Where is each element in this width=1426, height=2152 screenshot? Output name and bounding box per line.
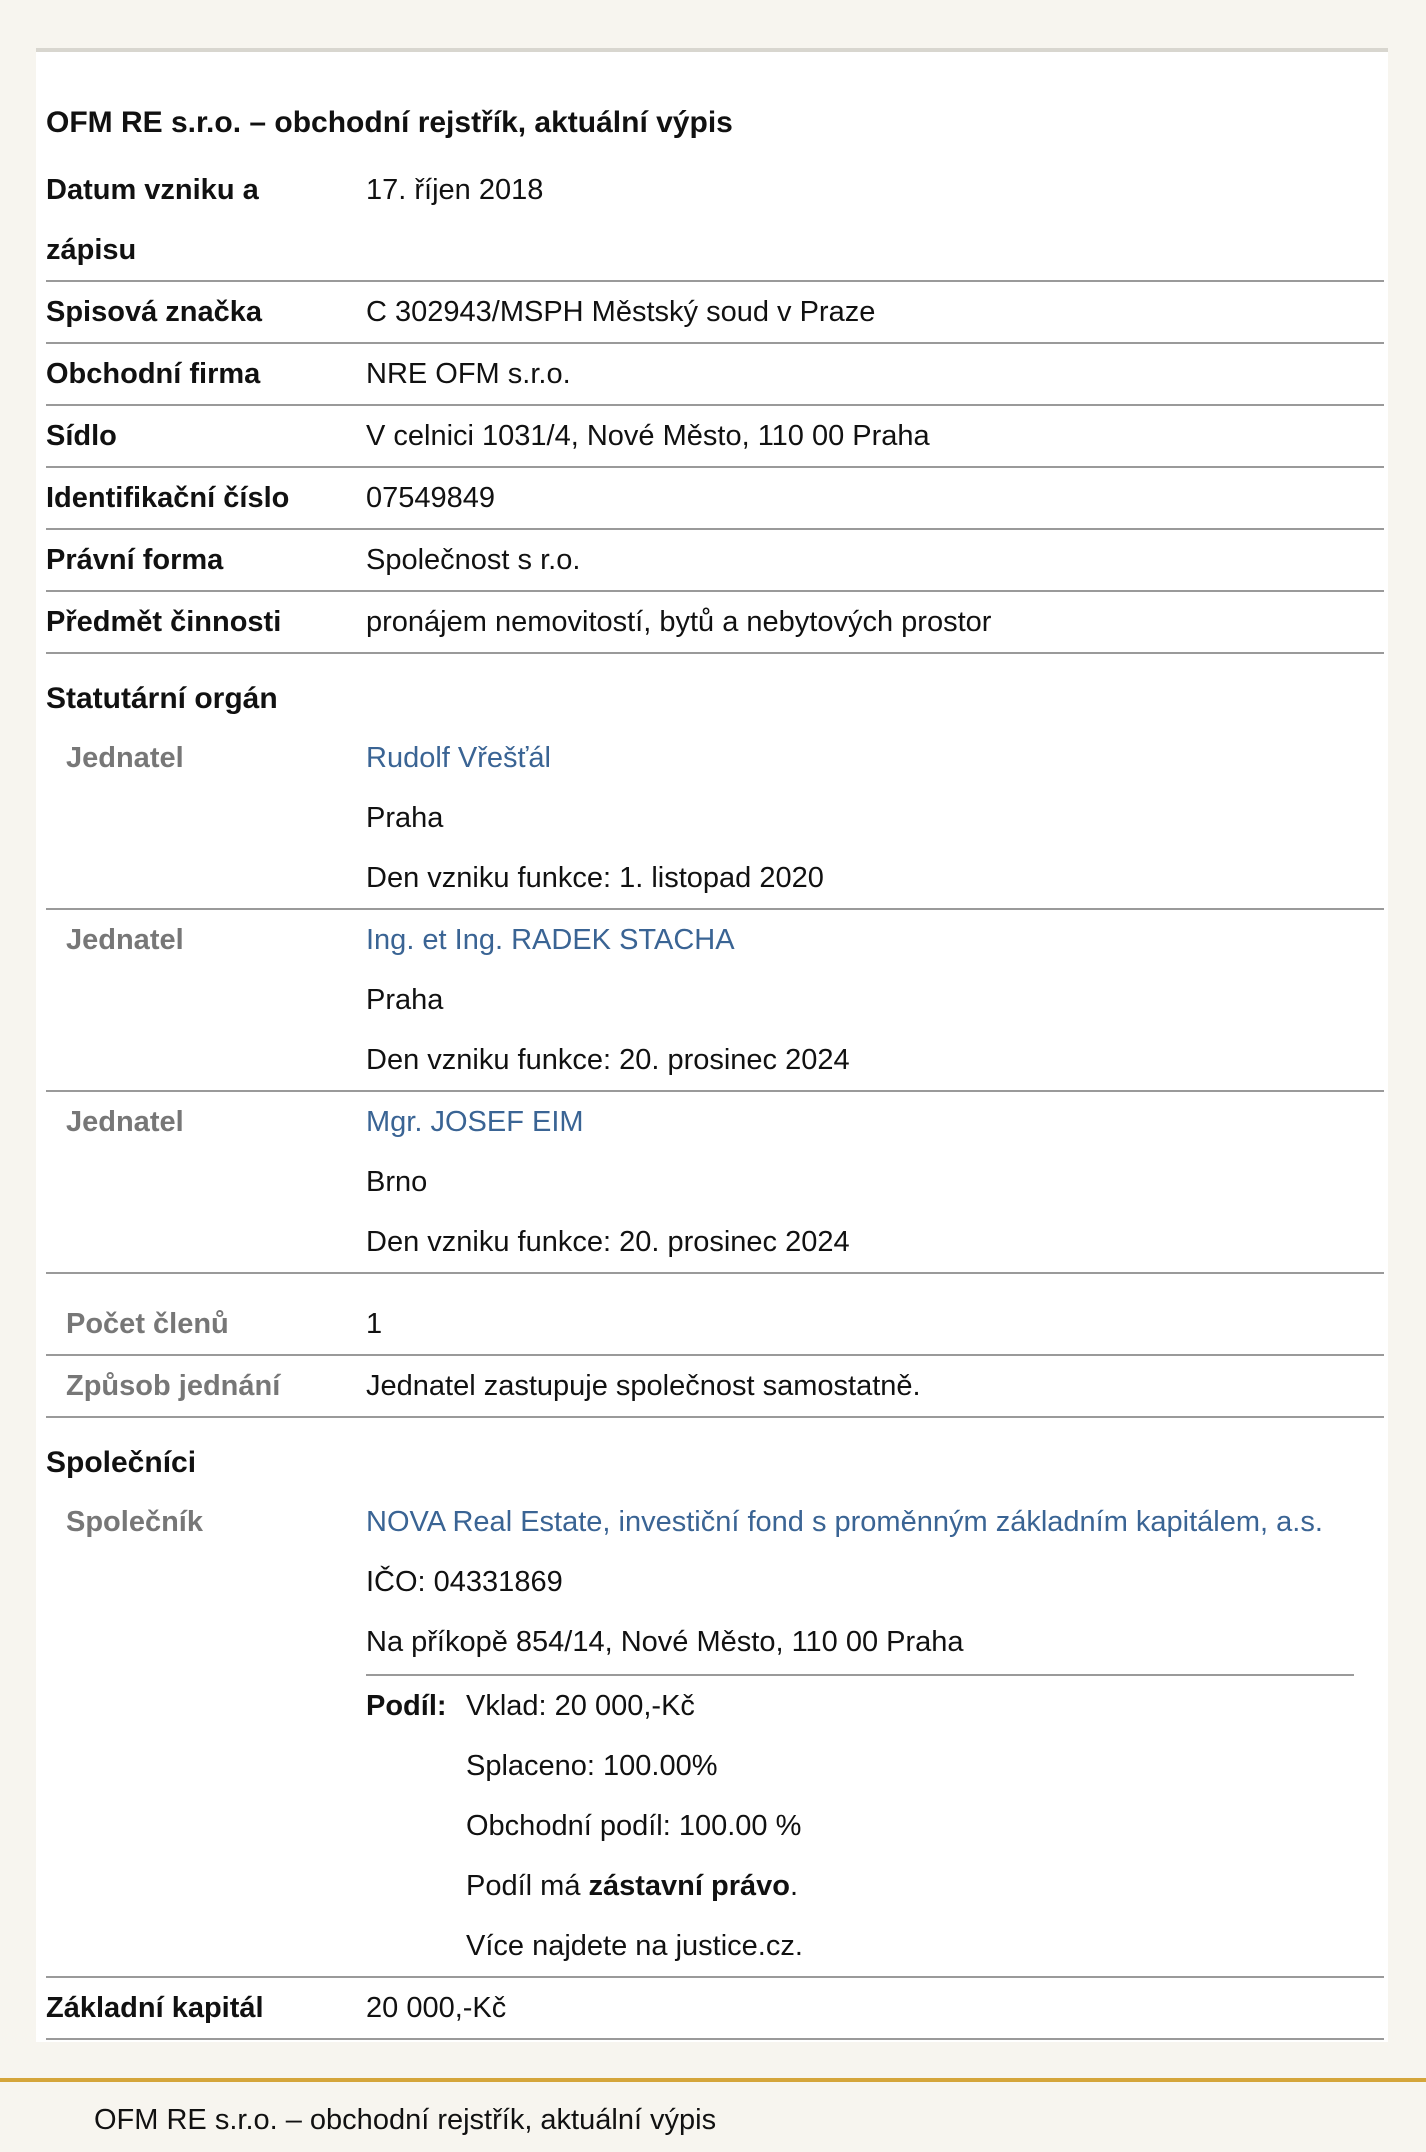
spacer <box>46 1274 1384 1294</box>
row-label: Obchodní firma <box>46 358 261 390</box>
member-details <box>366 910 1384 1090</box>
row-predmet-cinnosti <box>46 592 1384 654</box>
share-label: Podíl: <box>366 1690 447 1722</box>
row-pravni-forma <box>46 530 1384 592</box>
statutory-member <box>46 1092 1384 1274</box>
member-name-link[interactable]: Mgr. JOSEF EIM <box>366 1106 584 1138</box>
member-since: Den vzniku funkce: 1. listopad 2020 <box>366 862 824 894</box>
member-role: Jednatel <box>66 1106 184 1138</box>
section-heading-statutory: Statutární orgán <box>46 682 278 715</box>
row-label: Způsob jednání <box>66 1370 281 1402</box>
footer-title: OFM RE s.r.o. – obchodní rejstřík, aktuální výpis <box>94 2104 717 2136</box>
share-business-share: Obchodní podíl: 100.00 % <box>466 1810 802 1842</box>
row-label: Spisová značka <box>46 296 262 328</box>
row-obchodni-firma <box>46 344 1384 406</box>
pledge-prefix: Podíl má <box>466 1870 589 1902</box>
share-pledge <box>466 1856 803 1916</box>
member-city: Praha <box>366 802 444 834</box>
share-paid: Splaceno: 100.00% <box>466 1750 718 1782</box>
pledge-bold: zástavní právo <box>588 1870 790 1902</box>
member-city: Praha <box>366 984 444 1016</box>
row-label: Základní kapitál <box>46 1992 264 2024</box>
footer <box>0 2078 1426 2152</box>
row-value: 17. říjen 2018 <box>366 174 544 206</box>
statutory-member <box>46 910 1384 1092</box>
row-pocet-clenu <box>46 1294 1384 1356</box>
partner-entry <box>46 1492 1384 1978</box>
member-details <box>366 1092 1384 1272</box>
row-ico <box>46 468 1384 530</box>
partner-address: Na příkopě 854/14, Nové Město, 110 00 Praha <box>366 1626 964 1658</box>
member-since: Den vzniku funkce: 20. prosinec 2024 <box>366 1044 850 1076</box>
row-label <box>46 160 366 280</box>
register-card <box>36 48 1388 2042</box>
row-label: Sídlo <box>46 420 117 452</box>
row-value: Jednatel zastupuje společnost samostatně. <box>366 1370 921 1402</box>
row-label: Předmět činnosti <box>46 606 282 638</box>
member-role: Jednatel <box>66 742 184 774</box>
row-value: 20 000,-Kč <box>366 1992 507 2024</box>
row-value: pronájem nemovitostí, bytů a nebytových prostor <box>366 606 992 638</box>
row-sidlo <box>46 406 1384 468</box>
page-title: OFM RE s.r.o. – obchodní rejstřík, aktuální výpis <box>46 106 733 139</box>
row-label-line2: zápisu <box>46 234 137 266</box>
partner-ico: IČO: 04331869 <box>366 1566 563 1598</box>
partner-role: Společník <box>66 1506 203 1538</box>
member-name-link[interactable]: Ing. et Ing. RADEK STACHA <box>366 924 735 956</box>
member-name-link[interactable]: Rudolf Vřešťál <box>366 742 551 774</box>
statutory-member <box>46 728 1384 910</box>
row-label-line1: Datum vzniku a <box>46 174 259 206</box>
row-value: NRE OFM s.r.o. <box>366 358 571 390</box>
row-datum-vzniku <box>46 160 1384 282</box>
row-value: V celnici 1031/4, Nové Město, 110 00 Praha <box>366 420 930 452</box>
row-label: Právní forma <box>46 544 224 576</box>
row-zpusob-jednani <box>46 1356 1384 1418</box>
member-city: Brno <box>366 1166 428 1198</box>
row-label: Identifikační číslo <box>46 482 290 514</box>
row-value: Společnost s r.o. <box>366 544 581 576</box>
member-details <box>366 728 1384 908</box>
row-value: 1 <box>366 1308 383 1340</box>
share-deposit: Vklad: 20 000,-Kč <box>466 1690 695 1722</box>
row-value: C 302943/MSPH Městský soud v Praze <box>366 296 876 328</box>
share-more-info: Více najdete na justice.cz. <box>466 1930 803 1962</box>
row-value: 07549849 <box>366 482 496 514</box>
partner-details <box>366 1492 1384 1976</box>
partner-name-link[interactable]: NOVA Real Estate, investiční fond s proměnným základním kapitálem, a.s. <box>366 1506 1323 1538</box>
share-values <box>466 1676 803 1976</box>
row-label: Počet členů <box>66 1308 229 1340</box>
pledge-suffix: . <box>789 1870 799 1902</box>
member-since: Den vzniku funkce: 20. prosinec 2024 <box>366 1226 850 1258</box>
section-heading-partners: Společníci <box>46 1446 197 1479</box>
row-spisova-znacka <box>46 282 1384 344</box>
share-block <box>366 1674 1354 1976</box>
member-role: Jednatel <box>66 924 184 956</box>
row-zakladni-kapital <box>46 1978 1384 2040</box>
register-content <box>46 100 1384 2040</box>
